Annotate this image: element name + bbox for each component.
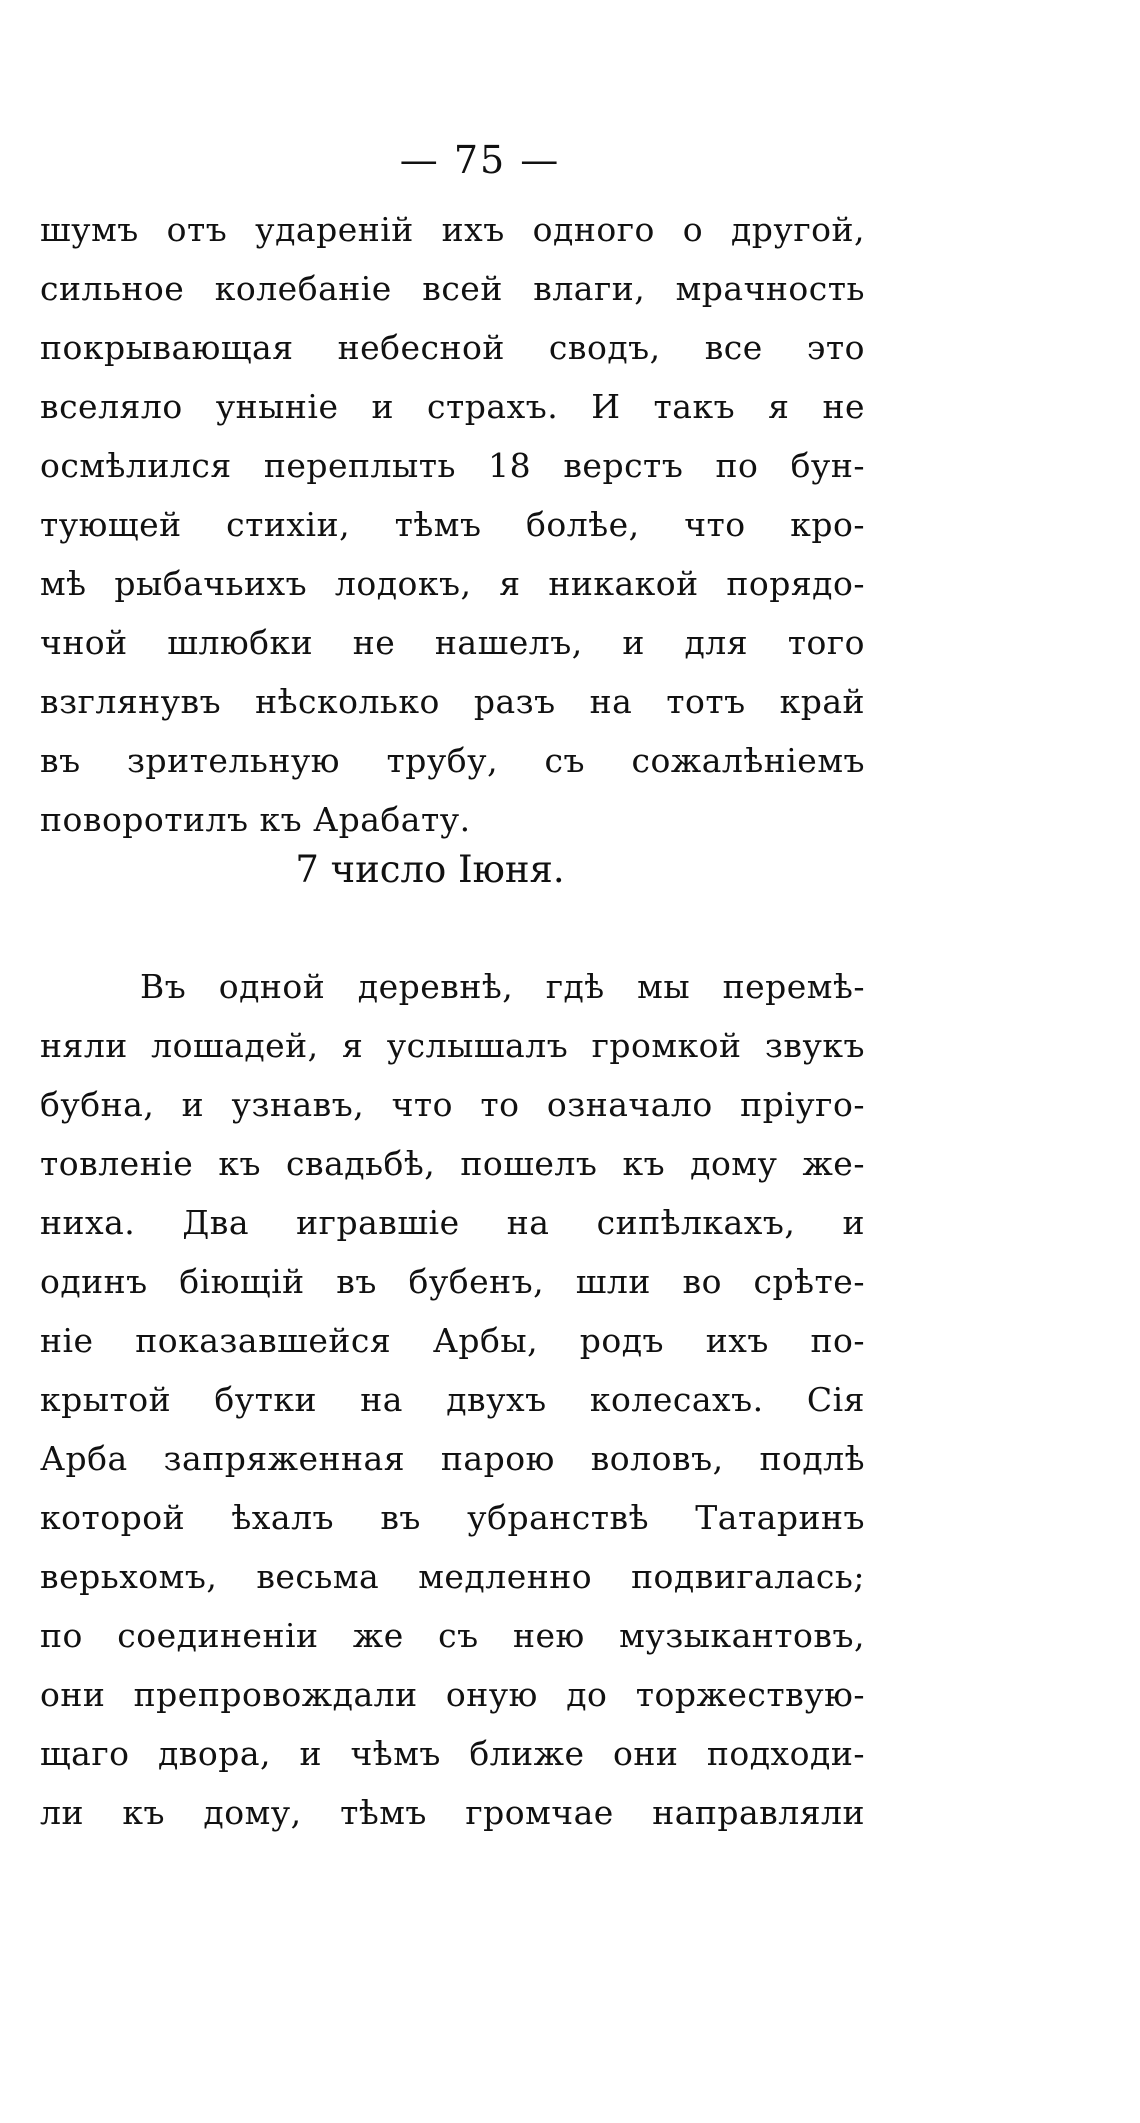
text-line: верьхомъ, весьма медленно подвигалась; — [40, 1557, 865, 1596]
text-line: Арба запряженная парою воловъ, подлѣ — [40, 1439, 865, 1478]
text-line: ниха. Два игравшіе на сипѣлкахъ, и — [40, 1203, 865, 1242]
text-line: осмѣлился переплыть 18 верстъ по бун- — [40, 446, 865, 485]
text-line: бубна, и узнавъ, что то означало пріуго- — [40, 1085, 865, 1124]
text-line: крытой бутки на двухъ колесахъ. Сія — [40, 1380, 865, 1419]
paragraph-2 — [40, 957, 865, 1842]
text-line: шумъ отъ удареній ихъ одного о другой, — [40, 210, 865, 249]
text-line: Въ одной деревнѣ, гдѣ мы перемѣ- — [140, 967, 865, 1006]
text-line: чной шлюбки не нашелъ, и для того — [40, 623, 865, 662]
text-line: одинъ біющій въ бубенъ, шли во срѣте- — [40, 1262, 865, 1301]
page-number: — 75 — — [399, 138, 561, 182]
text-line: по соединеніи же съ нею музыкантовъ, — [40, 1616, 865, 1655]
text-line: взглянувъ нѣсколько разъ на тотъ край — [40, 682, 865, 721]
section-heading: 7 число Іюня. — [295, 848, 565, 891]
text-line: вселяло уныніе и страхъ. И такъ я не — [40, 387, 865, 426]
paragraph-1 — [40, 200, 865, 849]
text-line: товленіе къ свадьбѣ, пошелъ къ дому же- — [40, 1144, 865, 1183]
text-line: они препровождали оную до торжествую- — [40, 1675, 865, 1714]
text-line: поворотилъ къ Арабату. — [40, 800, 471, 839]
text-line: ніе показавшейся Арбы, родъ ихъ по- — [40, 1321, 865, 1360]
text-line: ли къ дому, тѣмъ громчае направляли — [40, 1793, 865, 1832]
text-line: мѣ рыбачьихъ лодокъ, я никакой порядо- — [40, 564, 865, 603]
text-line: въ зрительную трубу, съ сожалѣніемъ — [40, 741, 865, 780]
text-line: тующей стихіи, тѣмъ болѣе, что кро- — [40, 505, 865, 544]
text-line: которой ѣхалъ въ убранствѣ Татаринъ — [40, 1498, 865, 1537]
text-line: сильное колебаніе всей влаги, мрачность — [40, 269, 865, 308]
text-line: покрывающая небесной сводъ, все это — [40, 328, 865, 367]
text-line: няли лошадей, я услышалъ громкой звукъ — [40, 1026, 865, 1065]
text-line: щаго двора, и чѣмъ ближе они подходи- — [40, 1734, 865, 1773]
